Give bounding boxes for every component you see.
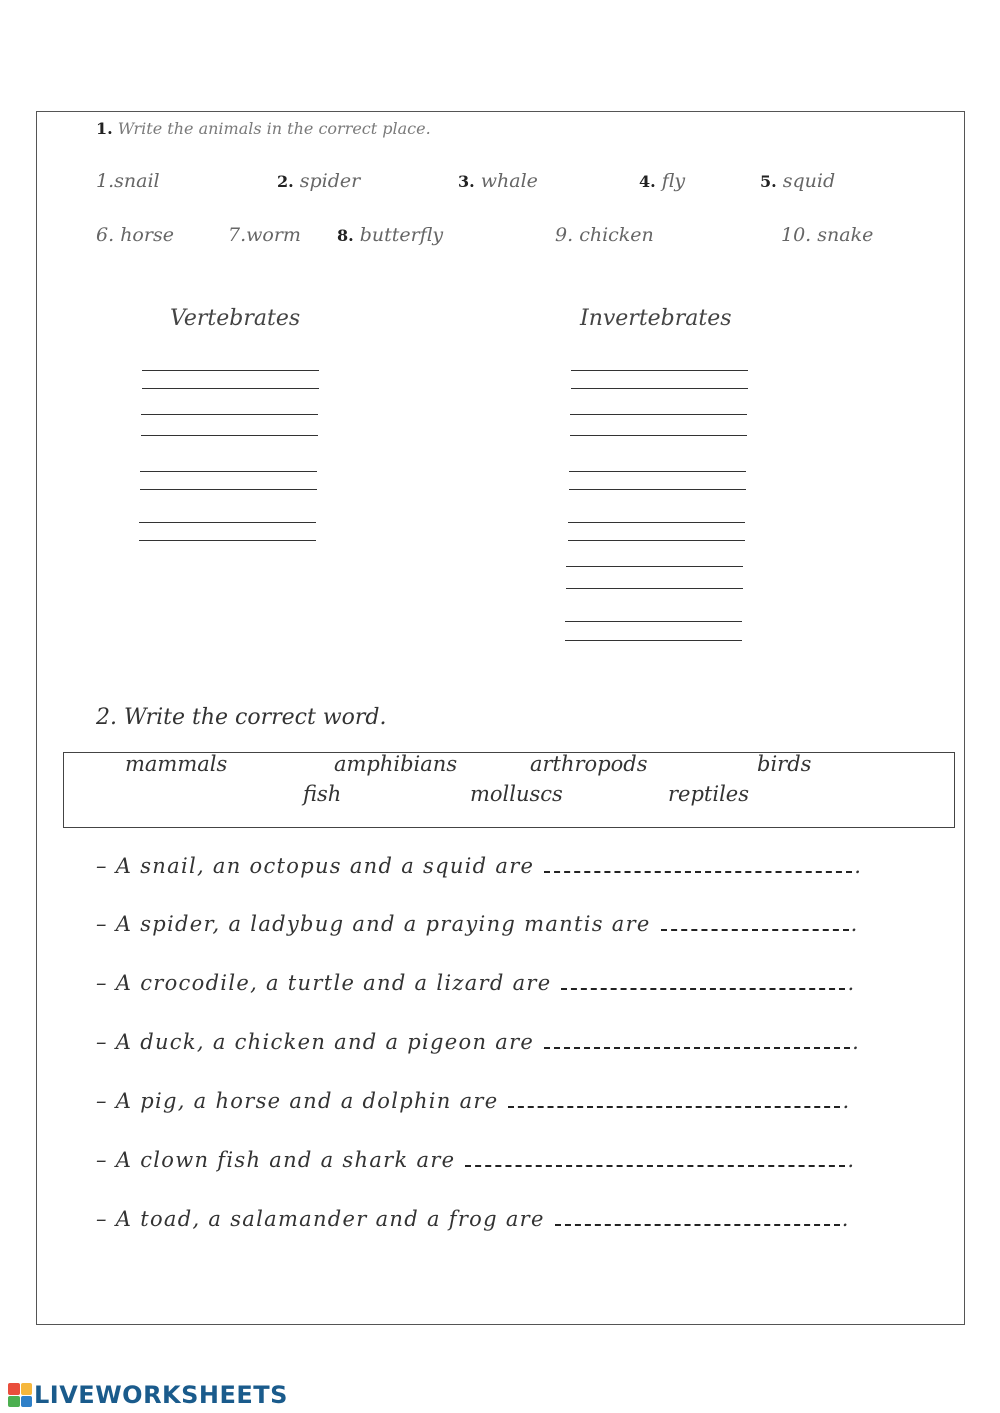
liveworksheets-logo-icon (8, 1383, 32, 1407)
animal-item-3: 3. whale (458, 170, 538, 192)
vertebrates-heading: Vertebrates (170, 306, 301, 331)
animal-item-6: 6. horse (96, 224, 174, 246)
answer-blank[interactable] (508, 1102, 840, 1108)
logo-text: LIVEWORKSHEETS (34, 1381, 288, 1409)
answer-blank[interactable] (555, 1220, 840, 1226)
exercise2-number: 2. (96, 705, 117, 730)
answer-blank[interactable] (465, 1161, 845, 1167)
liveworksheets-logo[interactable] (8, 1381, 288, 1409)
animal-item-2: 2. spider (277, 170, 361, 192)
exercise2-instruction-text: Write the correct word. (124, 705, 387, 730)
word-bank-item: reptiles (668, 782, 749, 806)
exercise1-instruction-text: Write the animals in the correct place. (117, 119, 431, 138)
vertebrates-answer-line[interactable] (142, 370, 319, 371)
answer-blank[interactable] (544, 1043, 850, 1049)
animal-item-4: 4. fly (639, 170, 686, 192)
vertebrates-answer-line[interactable] (141, 435, 318, 436)
animal-item-9: 9. chicken (555, 224, 654, 246)
word-bank-item: fish (303, 782, 342, 806)
word-bank-item: birds (757, 752, 812, 776)
invertebrates-heading: Invertebrates (580, 306, 732, 331)
vertebrates-answer-line[interactable] (142, 388, 319, 389)
vertebrates-answer-line[interactable] (141, 414, 318, 415)
answer-blank[interactable] (661, 925, 849, 931)
vertebrates-answer-line[interactable] (139, 522, 316, 523)
sentence-3: – A crocodile, a turtle and a lizard are . (96, 971, 856, 995)
animal-item-10: 10. snake (781, 224, 874, 246)
animal-item-8: 8. butterfly (337, 224, 444, 246)
vertebrates-answer-line[interactable] (139, 540, 316, 541)
invertebrates-answer-line[interactable] (565, 621, 742, 622)
invertebrates-answer-line[interactable] (571, 388, 748, 389)
exercise1-instruction (96, 119, 431, 138)
word-bank-item: mammals (125, 752, 228, 776)
invertebrates-answer-line[interactable] (566, 588, 743, 589)
sentence-6: – A clown fish and a shark are . (96, 1148, 856, 1172)
invertebrates-answer-line[interactable] (571, 370, 748, 371)
invertebrates-answer-line[interactable] (570, 435, 747, 436)
invertebrates-answer-line[interactable] (569, 489, 746, 490)
invertebrates-answer-line[interactable] (568, 540, 745, 541)
invertebrates-answer-line[interactable] (570, 414, 747, 415)
animal-item-5: 5. squid (760, 170, 836, 192)
answer-blank[interactable] (561, 984, 845, 990)
invertebrates-answer-line[interactable] (566, 566, 743, 567)
vertebrates-answer-line[interactable] (140, 471, 317, 472)
sentence-2: – A spider, a ladybug and a praying mantis are . (96, 912, 859, 936)
vertebrates-answer-line[interactable] (140, 489, 317, 490)
sentence-4: – A duck, a chicken and a pigeon are . (96, 1030, 861, 1054)
sentence-1: – A snail, an octopus and a squid are . (96, 854, 863, 878)
answer-blank[interactable] (544, 867, 852, 873)
word-bank-item: arthropods (530, 752, 648, 776)
sentence-5: – A pig, a horse and a dolphin are . (96, 1089, 851, 1113)
invertebrates-answer-line[interactable] (569, 471, 746, 472)
invertebrates-answer-line[interactable] (565, 640, 742, 641)
sentence-7: – A toad, a salamander and a frog are . (96, 1207, 850, 1231)
word-bank-item: amphibians (334, 752, 458, 776)
word-bank-item: molluscs (470, 782, 563, 806)
invertebrates-answer-line[interactable] (568, 522, 745, 523)
exercise1-number: 1. (96, 119, 113, 138)
animal-item-7: 7.worm (228, 224, 301, 246)
animal-item-1: 1.snail (96, 170, 160, 192)
exercise2-instruction (96, 705, 387, 730)
